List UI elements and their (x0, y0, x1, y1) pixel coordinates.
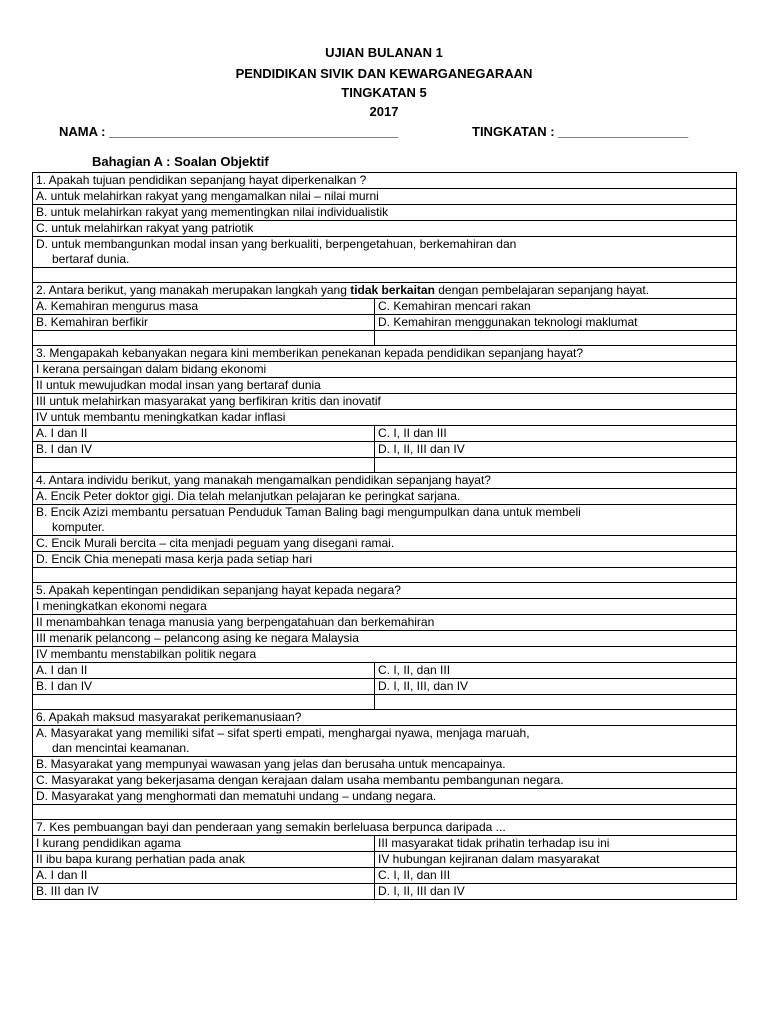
table-row (33, 836, 737, 852)
table-row (33, 583, 737, 599)
question-7-option-a: A. I dan II (33, 868, 375, 884)
question-3-option-d: D. I, II, III dan IV (375, 442, 737, 458)
table-row (33, 426, 737, 442)
blank-row (33, 805, 737, 820)
table-row (33, 647, 737, 663)
option-line-continued: dan mencintai keamanan. (52, 741, 190, 755)
table-row (33, 268, 737, 283)
question-5-option-d: D. I, II, III, dan IV (375, 679, 737, 695)
blank-cell (375, 458, 737, 473)
table-row (33, 221, 737, 237)
question-2-stem (33, 283, 737, 299)
table-row (33, 773, 737, 789)
table-row (33, 663, 737, 679)
question-2-option-c: C. Kemahiran mencari rakan (375, 299, 737, 315)
option-line: D. untuk membangunkan modal insan yang berkualiti, berpengetahuan, berkemahiran dan (36, 237, 517, 251)
option-line-continued: komputer. (52, 520, 105, 534)
stem-text-end: dengan pembelajaran sepanjang hayat. (434, 283, 650, 297)
table-row (33, 237, 737, 268)
question-4-option-a: A. Encik Peter doktor gigi. Dia telah melanjutkan pelajaran ke peringkat sarjana. (33, 489, 737, 505)
table-row (33, 189, 737, 205)
form-level: TINGKATAN 5 (341, 85, 427, 100)
blank-row (33, 268, 737, 283)
table-row (33, 552, 737, 568)
blank-cell (375, 331, 737, 346)
table-row (33, 568, 737, 583)
table-row (33, 820, 737, 836)
table-row (33, 394, 737, 410)
table-row (33, 331, 737, 346)
table-row (33, 726, 737, 757)
question-5-statement-ii: II menambahkan tenaga manusia yang berpengatahuan dan berkemahiran (33, 615, 737, 631)
table-row (33, 173, 737, 189)
table-row (33, 505, 737, 536)
question-7-statement-ii: II ibu bapa kurang perhatian pada anak (33, 852, 375, 868)
question-3-option-c: C. I, II dan III (375, 426, 737, 442)
section-title: Bahagian A : Soalan Objektif (92, 154, 269, 169)
table-row (33, 536, 737, 552)
blank-cell (33, 458, 375, 473)
table-row (33, 283, 737, 299)
question-4-option-b (33, 505, 737, 536)
table-row (33, 868, 737, 884)
question-7-option-b: B. III dan IV (33, 884, 375, 900)
question-4-stem: 4. Antara individu berikut, yang manakah mengamalkan pendidikan sepanjang hayat? (33, 473, 737, 489)
form-field: TINGKATAN : __________________ (472, 124, 689, 139)
table-row (33, 473, 737, 489)
question-2-option-a: A. Kemahiran mengurus masa (33, 299, 375, 315)
question-3-statement-iv: IV untuk membantu meningkatkan kadar inflasi (33, 410, 737, 426)
stem-text: 2. Antara berikut, yang manakah merupakan langkah yang (36, 283, 351, 297)
table-row (33, 489, 737, 505)
question-6-stem: 6. Apakah maksud masyarakat perikemanusiaan? (33, 710, 737, 726)
table-row (33, 789, 737, 805)
table-row (33, 615, 737, 631)
option-line: A. Masyarakat yang memiliki sifat – sifat sperti empati, menghargai nyawa, menjaga maruah, (36, 726, 530, 740)
table-row (33, 757, 737, 773)
question-7-option-d: D. I, II, III dan IV (375, 884, 737, 900)
table-row (33, 362, 737, 378)
question-5-option-b: B. I dan IV (33, 679, 375, 695)
question-6-option-b: B. Masyarakat yang mempunyai wawasan yang jelas dan berusaha untuk mencapainya. (33, 757, 737, 773)
question-1-option-d (33, 237, 737, 268)
question-7-statement-iii: III masyarakat tidak prihatin terhadap isu ini (375, 836, 737, 852)
question-6-option-a (33, 726, 737, 757)
table-row (33, 442, 737, 458)
question-5-statement-i: I meningkatkan ekonomi negara (33, 599, 737, 615)
stem-emphasis: tidak berkaitan (350, 283, 435, 297)
question-3-statement-i: I kerana persaingan dalam bidang ekonomi (33, 362, 737, 378)
question-table (32, 172, 737, 900)
table-row (33, 695, 737, 710)
question-1-stem: 1. Apakah tujuan pendidikan sepanjang hayat diperkenalkan ? (33, 173, 737, 189)
table-row (33, 631, 737, 647)
table-row (33, 599, 737, 615)
question-7-option-c: C. I, II, dan III (375, 868, 737, 884)
question-1-option-b: B. untuk melahirkan rakyat yang mementingkan nilai individualistik (33, 205, 737, 221)
option-line: B. Encik Azizi membantu persatuan Penduduk Taman Baling bagi mengumpulkan dana untuk membeli (36, 505, 581, 519)
table-row (33, 679, 737, 695)
question-5-option-a: A. I dan II (33, 663, 375, 679)
question-4-option-c: C. Encik Murali bercita – cita menjadi peguam yang disegani ramai. (33, 536, 737, 552)
table-row (33, 805, 737, 820)
question-7-statement-i: I kurang pendidikan agama (33, 836, 375, 852)
table-row (33, 710, 737, 726)
question-3-stem: 3. Mengapakah kebanyakan negara kini memberikan penekanan kepada pendidikan sepanjang hayat? (33, 346, 737, 362)
question-3-option-b: B. I dan IV (33, 442, 375, 458)
question-2-option-d: D. Kemahiran menggunakan teknologi maklumat (375, 315, 737, 331)
question-2-option-b: B. Kemahiran berfikir (33, 315, 375, 331)
blank-cell (33, 331, 375, 346)
exam-title: UJIAN BULANAN 1 (325, 45, 443, 60)
table-row (33, 458, 737, 473)
exam-year: 2017 (369, 104, 399, 119)
question-6-option-d: D. Masyarakat yang menghormati dan mematuhi undang – undang negara. (33, 789, 737, 805)
table-row (33, 884, 737, 900)
option-line-continued: bertaraf dunia. (52, 252, 130, 266)
table-row (33, 346, 737, 362)
question-6-option-c: C. Masyarakat yang bekerjasama dengan kerajaan dalam usaha membantu pembangunan negara. (33, 773, 737, 789)
question-3-statement-ii: II untuk mewujudkan modal insan yang bertaraf dunia (33, 378, 737, 394)
table-row (33, 205, 737, 221)
table-row (33, 410, 737, 426)
question-7-statement-iv: IV hubungan kejiranan dalam masyarakat (375, 852, 737, 868)
question-5-stem: 5. Apakah kepentingan pendidikan sepanjang hayat kepada negara? (33, 583, 737, 599)
question-7-stem: 7. Kes pembuangan bayi dan penderaan yang semakin berleluasa berpunca daripada ... (33, 820, 737, 836)
table-row (33, 378, 737, 394)
blank-row (33, 568, 737, 583)
question-1-option-c: C. untuk melahirkan rakyat yang patriotik (33, 221, 737, 237)
subject-title: PENDIDIKAN SIVIK DAN KEWARGANEGARAAN (235, 66, 533, 81)
table-row (33, 852, 737, 868)
blank-cell (33, 695, 375, 710)
question-4-option-d: D. Encik Chia menepati masa kerja pada setiap hari (33, 552, 737, 568)
name-field: NAMA : ________________________________________ (59, 124, 399, 139)
question-3-option-a: A. I dan II (33, 426, 375, 442)
blank-cell (375, 695, 737, 710)
question-5-statement-iii: III menarik pelancong – pelancong asing ke negara Malaysia (33, 631, 737, 647)
table-row (33, 315, 737, 331)
question-3-statement-iii: III untuk melahirkan masyarakat yang berfikiran kritis dan inovatif (33, 394, 737, 410)
question-5-statement-iv: IV membantu menstabilkan politik negara (33, 647, 737, 663)
question-5-option-c: C. I, II, dan III (375, 663, 737, 679)
table-row (33, 299, 737, 315)
question-1-option-a: A. untuk melahirkan rakyat yang mengamalkan nilai – nilai murni (33, 189, 737, 205)
